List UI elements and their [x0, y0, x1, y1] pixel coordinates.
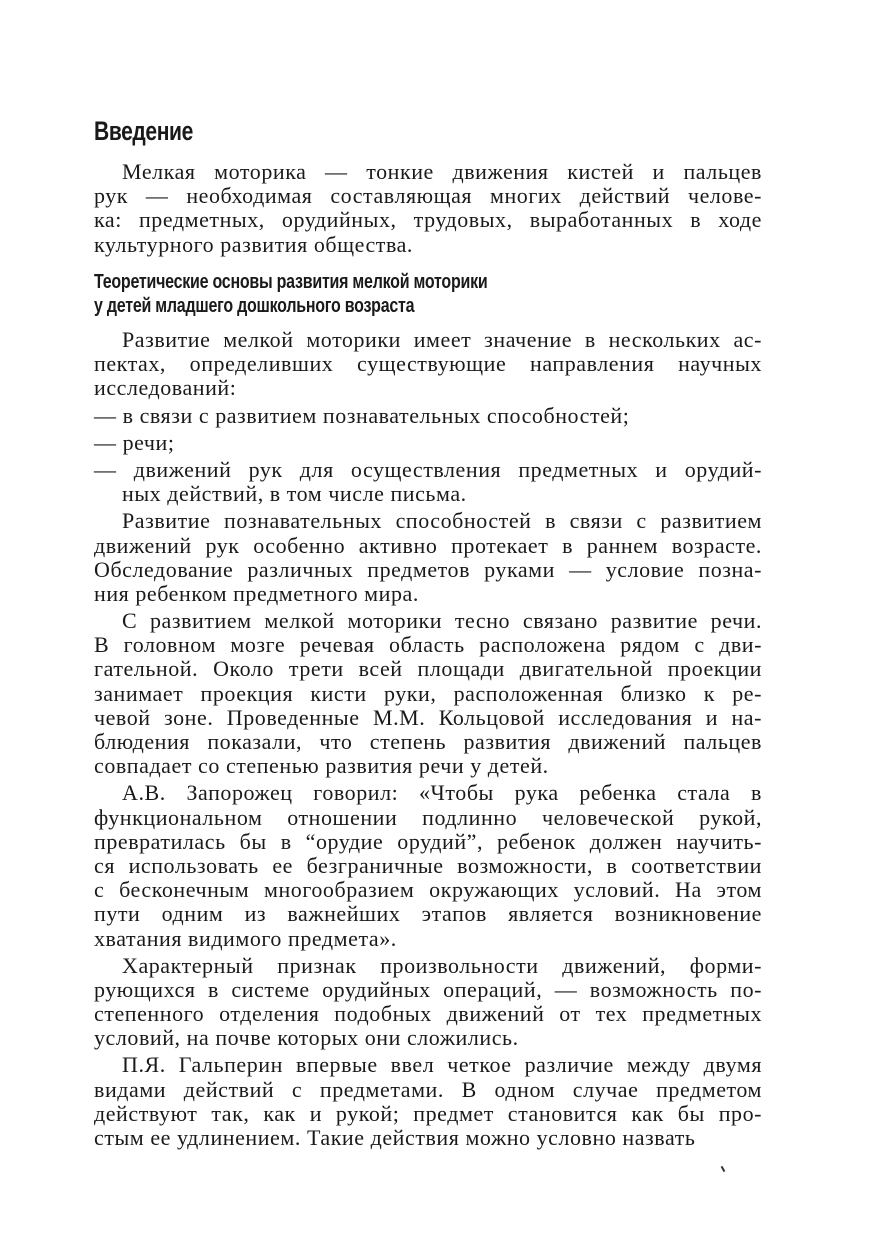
text-line: превратилась бы в “орудие орудий”, ребенок должен научить- — [94, 828, 762, 854]
paragraph — [94, 431, 762, 455]
text-line: С развитием мелкой моторики тесно связано развитие речи. — [122, 608, 762, 634]
scan-mark — [721, 1166, 726, 1172]
paragraph — [94, 609, 762, 778]
intro-text — [94, 160, 762, 260]
text-line: стым ее удлинением. Такие действия можно условно назвать — [94, 1125, 696, 1150]
text-line: А.В. Запорожец говорил: «Чтобы рука ребенка стала в — [122, 780, 762, 806]
text-line: рующихся в системе орудийных операций, — возможность по- — [94, 976, 762, 1002]
text-line: занимает проекция кисти руки, расположенная близко к ре- — [94, 680, 762, 706]
text-line: функциональном отношении подлинно человеческой рукой, — [94, 804, 762, 830]
text-line: рук — необходимая составляющая многих действий челове- — [94, 183, 762, 209]
body-text — [94, 328, 762, 1153]
text-line: П.Я. Гальперин впервые ввел четкое различие между двумя — [122, 1052, 762, 1078]
text-line: культурного развития общества. — [94, 231, 413, 257]
text-line: действуют так, как и рукой; предмет становится как бы про- — [94, 1100, 762, 1126]
paragraph — [94, 458, 762, 506]
text-line: Обследование различных предметов руками — условие позна- — [94, 556, 762, 582]
text-line: Характерный признак произвольности движений, форми- — [122, 952, 762, 978]
paragraph — [94, 1053, 762, 1150]
text-line: ся использовать ее безграничные возможности, в соответствии — [94, 852, 762, 878]
section-heading-line: Теоретические основы развития мелкой моторики — [94, 271, 488, 293]
section-heading-line: у детей младшего дошкольного возраста — [94, 295, 415, 317]
text-line: — в связи с развитием познавательных способностей; — [94, 402, 630, 428]
text-line: движений рук особенно активно протекает в раннем возрасте. — [94, 532, 762, 558]
text-line: В головном мозге речевая область расположена рядом с дви- — [94, 632, 762, 658]
text-line: ния ребенком предметного мира. — [94, 580, 419, 606]
text-line: пути одним из важнейших этапов является возникновение — [94, 901, 762, 927]
text-line: видами действий с предметами. В одном случае предметом — [94, 1076, 762, 1102]
paragraph — [94, 328, 762, 401]
paragraph — [94, 954, 762, 1051]
text-line: исследований: — [94, 375, 237, 401]
text-line: Мелкая моторика — тонкие движения кистей и пальцев — [122, 159, 762, 184]
text-line: Развитие мелкой моторики имеет значение в нескольких ас- — [122, 327, 762, 352]
text-line: совпадает со степенью развития речи у детей. — [94, 753, 549, 779]
text-line: пектах, определивших существующие направления научных — [94, 351, 762, 377]
paragraph — [94, 404, 762, 428]
chapter-title: Введение — [94, 116, 193, 146]
paragraph — [94, 509, 762, 606]
paragraph — [94, 160, 762, 257]
text-line: с бесконечным многообразием окружающих условий. На этом — [94, 877, 762, 903]
text-line: ных действий, в том числе письма. — [122, 481, 467, 507]
text-line: степенного отделения подобных движений от тех предметных — [94, 1001, 762, 1027]
text-line: блюдения показали, что степень развития движений пальцев — [94, 729, 762, 754]
text-line: — движений рук для осуществления предметных и орудий- — [94, 456, 762, 482]
text-line: условий, на почве которых они сложились. — [94, 1025, 519, 1051]
section-heading — [94, 270, 487, 318]
text-line: — речи; — [94, 429, 175, 455]
text-line: гательной. Около трети всей площади двигательной проекции — [94, 656, 762, 682]
text-line: хватания видимого предмета». — [94, 925, 397, 951]
paragraph — [94, 781, 762, 950]
text-line: Развитие познавательных способностей в связи с развитием — [122, 508, 762, 534]
text-line: чевой зоне. Проведенные М.М. Кольцовой исследования и на- — [94, 704, 762, 730]
text-line: ка: предметных, орудийных, трудовых, выработанных в ходе — [94, 207, 762, 233]
